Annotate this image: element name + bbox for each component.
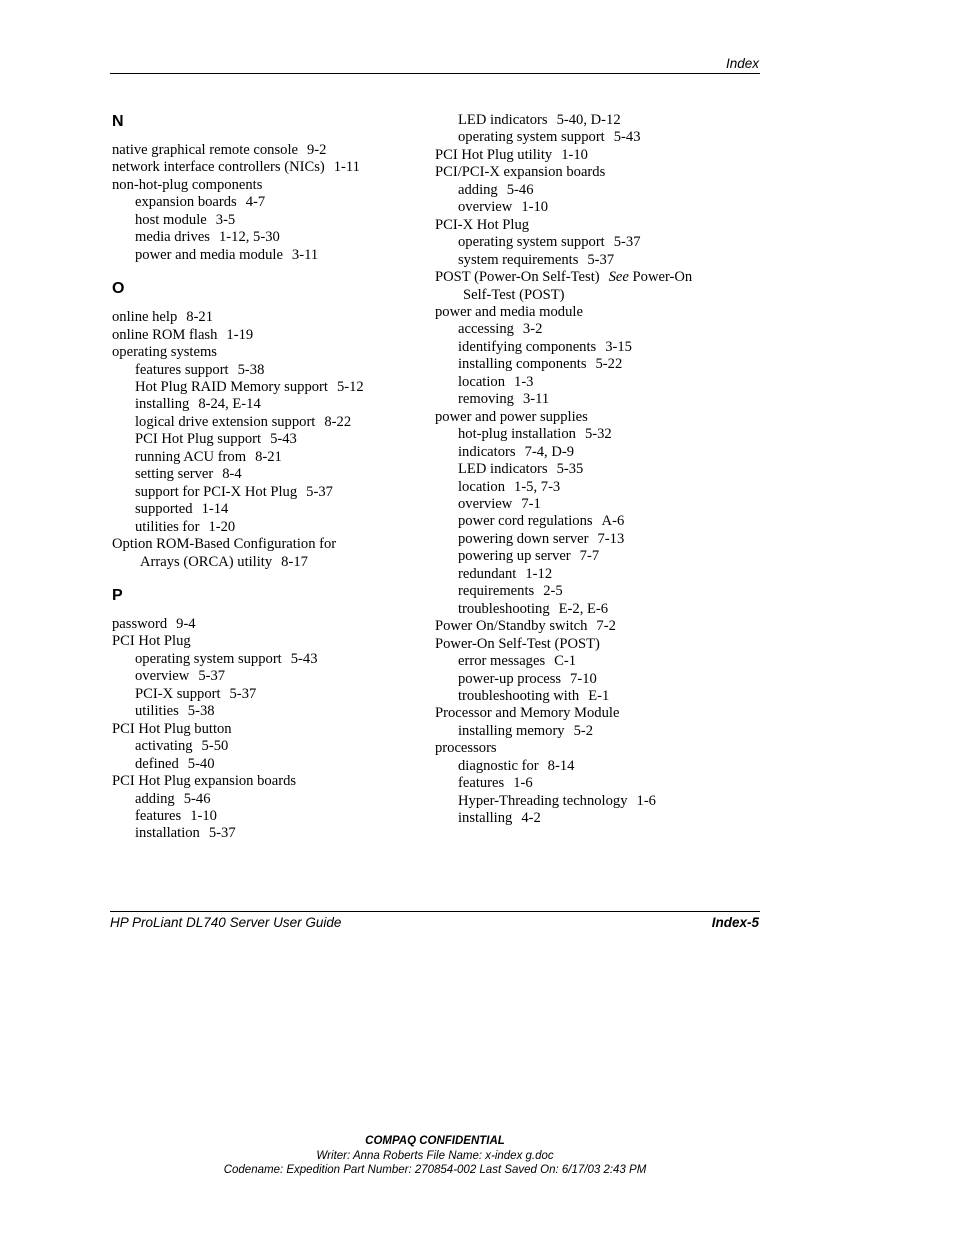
index-subentry <box>435 758 755 775</box>
page-reference: 7-10 <box>570 670 597 687</box>
page-reference: 8-21 <box>255 448 282 465</box>
page-reference: 4-2 <box>521 810 541 827</box>
index-subentry <box>112 379 422 396</box>
page-reference: 1-10 <box>190 807 217 824</box>
index-term: power and power supplies <box>435 408 588 425</box>
index-term: support for PCI-X Hot Plug <box>135 483 298 500</box>
page-reference: 5-2 <box>573 722 594 739</box>
page-reference: 7-13 <box>597 530 625 547</box>
index-entry <box>112 536 422 553</box>
index-subentry <box>112 791 422 808</box>
page-reference: 7-7 <box>579 548 600 565</box>
index-subentry <box>435 339 755 356</box>
page-reference: 1-5, 7-3 <box>514 478 561 495</box>
index-subentry <box>112 247 422 264</box>
page-reference: 1-10 <box>521 199 549 216</box>
index-term: PCI Hot Plug button <box>112 720 232 737</box>
index-entry <box>435 164 755 181</box>
index-entry <box>112 633 422 650</box>
confidential-notice <box>0 1134 870 1178</box>
index-term: operating systems <box>112 344 217 361</box>
index-letter-heading: O <box>112 280 125 298</box>
index-subentry <box>112 756 422 773</box>
index-entry <box>435 705 755 722</box>
header-rule <box>110 73 760 74</box>
index-entry <box>435 636 755 653</box>
index-subentry <box>435 653 755 670</box>
index-subentry <box>112 449 422 466</box>
page-reference: 1-12 <box>525 565 553 582</box>
page-reference: 1-14 <box>201 501 229 518</box>
page-reference: 5-43 <box>290 650 318 667</box>
page-reference: 7-2 <box>596 618 616 635</box>
index-subentry <box>435 583 755 600</box>
index-term: installing <box>458 810 513 827</box>
codename-line: Codename: Expedition Part Number: 270854-002 Last Saved On: 6/17/03 2:43 PM <box>223 1164 647 1176</box>
index-entry <box>112 721 422 738</box>
index-term: non-hot-plug components <box>112 176 263 193</box>
page-reference: 7-1 <box>521 495 541 512</box>
page-reference: 3-2 <box>522 321 543 338</box>
index-term: power and media module <box>135 246 283 263</box>
index-term: requirements <box>458 583 535 600</box>
page-reference: C-1 <box>554 653 577 670</box>
index-subentry <box>435 688 755 705</box>
index-subentry <box>112 554 422 571</box>
index-subentry <box>112 686 422 703</box>
index-term: operating system support <box>135 650 282 667</box>
index-term: expansion boards <box>135 194 237 211</box>
page-reference: E-2, E-6 <box>558 600 609 617</box>
index-subentry <box>435 671 755 688</box>
index-entry <box>435 269 755 286</box>
index-subentry <box>435 356 755 373</box>
index-term: error messages <box>458 653 546 670</box>
index-subentry <box>435 479 755 496</box>
index-term: location <box>458 478 506 495</box>
index-column-left <box>112 112 422 843</box>
page-reference: 1-20 <box>208 518 236 535</box>
index-subentry <box>112 229 422 246</box>
footer-title: HP ProLiant DL740 Server User Guide <box>110 915 342 930</box>
page-reference: 8-21 <box>186 309 214 326</box>
index-subentry <box>435 444 755 461</box>
index-term: features <box>458 775 505 792</box>
index-term: POST (Power-On Self-Test) <box>435 269 600 286</box>
index-term: features support <box>135 361 229 378</box>
page-number: Index-5 <box>711 915 759 930</box>
page-reference: 5-43 <box>270 431 297 448</box>
page-reference: 8-24, E-14 <box>198 396 261 413</box>
index-subentry <box>435 496 755 513</box>
index-term: native graphical remote console <box>112 142 298 158</box>
page-reference: 5-37 <box>229 685 257 702</box>
page-reference: 8-22 <box>324 413 352 430</box>
index-term: PCI Hot Plug utility <box>435 146 553 163</box>
index-term: overview <box>458 495 513 512</box>
index-term: host module <box>135 211 207 228</box>
page-reference: 8-17 <box>281 553 308 570</box>
index-subentry <box>112 431 422 448</box>
index-term: troubleshooting with <box>458 687 580 704</box>
page-reference: 1-6 <box>513 775 533 792</box>
page-reference: 1-11 <box>333 159 360 176</box>
index-term: online help <box>112 309 178 326</box>
page-reference: 5-40 <box>187 755 215 772</box>
index-term: LED indicators <box>458 461 548 478</box>
index-subentry <box>435 513 755 530</box>
index-term: indicators <box>458 443 516 460</box>
index-subentry <box>112 194 422 211</box>
index-term: powering up server <box>458 548 571 565</box>
index-term: accessing <box>458 321 514 338</box>
index-subentry <box>112 466 422 483</box>
index-subentry <box>112 825 422 842</box>
index-term: power and media module <box>435 303 583 320</box>
index-subentry <box>112 362 422 379</box>
page-reference: 2-5 <box>543 583 563 600</box>
index-column-right <box>435 112 755 828</box>
index-entry <box>435 618 755 635</box>
page-reference: 5-50 <box>201 738 229 755</box>
index-subentry <box>435 182 755 199</box>
index-subentry <box>112 651 422 668</box>
index-term: installing <box>135 396 190 413</box>
index-term: Self-Test (POST) <box>463 286 565 303</box>
index-term: media drives <box>135 229 210 246</box>
page-reference: 5-38 <box>187 703 215 720</box>
index-entry <box>435 409 755 426</box>
page-reference: 5-40, D-12 <box>556 112 621 128</box>
index-subentry <box>435 775 755 792</box>
page-reference: 5-43 <box>613 129 641 146</box>
see-reference: See <box>608 269 629 286</box>
index-term: diagnostic for <box>458 757 539 774</box>
writer-line: Writer: Anna Roberts File Name: x-index g.doc <box>316 1149 554 1162</box>
index-term: Hyper-Threading technology <box>458 792 628 809</box>
index-subentry <box>435 234 755 251</box>
page-reference: 5-46 <box>183 790 211 807</box>
page-reference: 8-14 <box>547 757 575 774</box>
index-term: features <box>135 807 182 824</box>
index-subentry <box>435 793 755 810</box>
index-entry <box>112 773 422 790</box>
index-term: PCI-X Hot Plug <box>435 216 530 233</box>
index-entry <box>112 616 422 633</box>
page-reference: 4-7 <box>245 194 266 211</box>
index-subentry <box>112 414 422 431</box>
page-reference: 5-37 <box>613 234 641 251</box>
confidential-label: COMPAQ CONFIDENTIAL <box>365 1135 505 1147</box>
page-reference: 3-15 <box>605 338 632 355</box>
index-subentry <box>112 738 422 755</box>
index-term: adding <box>458 181 498 198</box>
page-reference: 5-35 <box>556 461 584 478</box>
index-term: power-up process <box>458 670 562 687</box>
index-term: hot-plug installation <box>458 426 576 443</box>
index-term: running ACU from <box>135 448 247 465</box>
index-subentry <box>435 391 755 408</box>
index-term: network interface controllers (NICs) <box>112 159 325 176</box>
index-term: password <box>112 615 168 632</box>
index-entry <box>435 147 755 164</box>
page-reference: 7-4, D-9 <box>524 443 575 460</box>
page-reference: 1-3 <box>514 373 534 390</box>
page-reference: 5-38 <box>237 361 265 378</box>
page-reference: 5-37 <box>587 251 615 268</box>
index-entry <box>112 327 422 344</box>
index-subentry <box>435 374 755 391</box>
page-reference: E-1 <box>588 687 610 704</box>
page-reference: 3-11 <box>291 246 319 263</box>
index-term: defined <box>135 755 179 772</box>
page-reference: 5-37 <box>208 825 236 842</box>
footer-rule <box>110 911 760 912</box>
index-term: utilities <box>135 703 179 720</box>
index-subentry <box>435 461 755 478</box>
index-term: installing memory <box>458 722 565 739</box>
index-term: installation <box>135 825 200 842</box>
page-reference: 9-2 <box>307 142 327 158</box>
index-entry <box>435 740 755 757</box>
index-entry <box>112 309 422 326</box>
page-reference: 9-4 <box>176 615 196 632</box>
index-subentry <box>435 723 755 740</box>
index-subentry <box>435 426 755 443</box>
index-subentry <box>435 321 755 338</box>
index-entry <box>435 304 755 321</box>
index-letter-heading: N <box>112 113 124 130</box>
index-subentry <box>435 199 755 216</box>
index-term: power cord regulations <box>458 513 593 530</box>
index-subentry <box>112 703 422 720</box>
index-term: logical drive extension support <box>135 413 316 430</box>
index-term: Power-On Self-Test (POST) <box>435 635 600 652</box>
index-term: Hot Plug RAID Memory support <box>135 378 328 395</box>
page-reference: 5-22 <box>595 356 623 373</box>
index-entry <box>112 177 422 194</box>
index-term: overview <box>135 668 190 685</box>
page-reference: 1-6 <box>636 792 656 809</box>
page-footer <box>110 915 759 930</box>
index-term: PCI Hot Plug expansion boards <box>112 773 297 790</box>
index-subentry <box>435 566 755 583</box>
page-reference: A-6 <box>601 513 625 530</box>
index-term: PCI-X support <box>135 685 221 702</box>
index-term: location <box>458 373 506 390</box>
index-term: overview <box>458 199 513 216</box>
index-subentry <box>435 548 755 565</box>
page-reference: Power-On <box>632 269 693 286</box>
index-entry <box>112 344 422 361</box>
index-term: PCI/PCI-X expansion boards <box>435 164 606 181</box>
index-term: system requirements <box>458 251 579 268</box>
index-term: operating system support <box>458 234 605 251</box>
index-term: PCI Hot Plug support <box>135 431 262 448</box>
index-subentry <box>112 212 422 229</box>
index-entry <box>435 217 755 234</box>
page-reference: 5-32 <box>584 426 612 443</box>
index-subentry <box>112 668 422 685</box>
page-reference: 5-37 <box>198 668 226 685</box>
index-letter-heading: P <box>112 586 123 604</box>
index-term: operating system support <box>458 129 605 146</box>
index-entry <box>112 142 422 159</box>
index-term: installing components <box>458 356 587 373</box>
index-subentry <box>435 252 755 269</box>
index-term: activating <box>135 738 193 755</box>
index-entry <box>112 159 422 176</box>
index-term: utilities for <box>135 518 200 535</box>
index-subentry <box>112 396 422 413</box>
index-subentry <box>112 501 422 518</box>
index-term: powering down server <box>458 530 589 547</box>
index-subentry <box>435 287 755 304</box>
page-reference: 8-4 <box>222 466 242 483</box>
running-header: Index <box>725 56 759 71</box>
page-reference: 1-12, 5-30 <box>218 229 280 246</box>
index-subentry <box>112 484 422 501</box>
index-subentry <box>112 519 422 536</box>
page-reference: 1-19 <box>226 326 254 343</box>
index-term: identifying components <box>458 338 597 355</box>
page-reference: 5-37 <box>306 483 333 500</box>
index-subentry <box>435 810 755 827</box>
index-term: adding <box>135 790 175 807</box>
index-term: Processor and Memory Module <box>435 705 620 722</box>
index-subentry <box>435 129 755 146</box>
index-subentry <box>435 112 755 129</box>
index-term: setting server <box>135 466 214 483</box>
index-subentry <box>435 601 755 618</box>
index-term: online ROM flash <box>112 326 218 343</box>
index-term: Power On/Standby switch <box>435 618 588 635</box>
index-term: Option ROM-Based Configuration for <box>112 536 337 553</box>
page-reference: 5-12 <box>336 378 364 395</box>
page-reference: 3-5 <box>215 211 236 228</box>
index-subentry <box>112 808 422 825</box>
index-term: removing <box>458 391 514 408</box>
index-subentry <box>435 531 755 548</box>
page-reference: 5-46 <box>506 181 534 198</box>
index-term: LED indicators <box>458 112 548 128</box>
page-reference: 3-11 <box>522 391 550 408</box>
index-term: processors <box>435 740 497 757</box>
index-term: redundant <box>458 565 517 582</box>
index-term: supported <box>135 501 193 518</box>
index-term: Arrays (ORCA) utility <box>140 553 273 570</box>
page-reference: 1-10 <box>561 146 588 163</box>
index-term: PCI Hot Plug <box>112 633 191 650</box>
index-term: troubleshooting <box>458 600 550 617</box>
